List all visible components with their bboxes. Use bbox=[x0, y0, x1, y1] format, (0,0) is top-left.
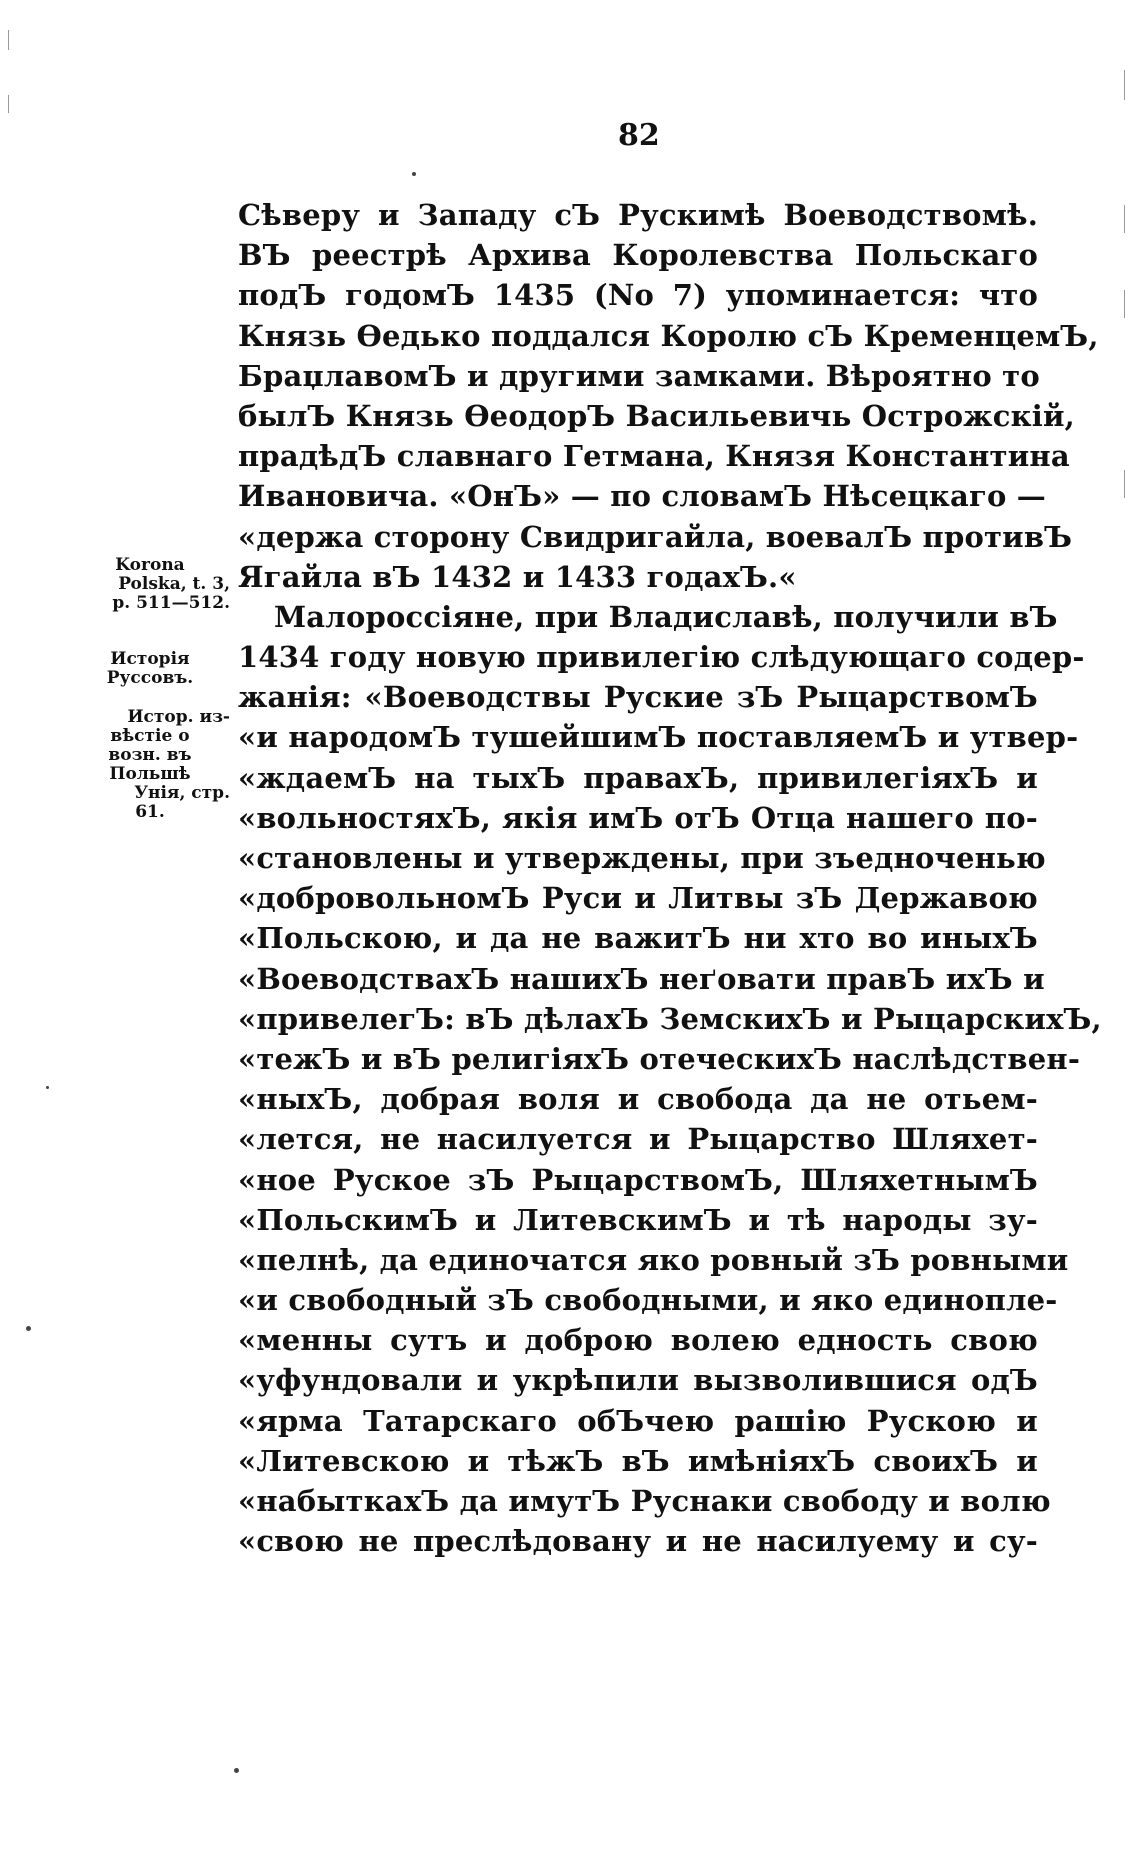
text-line: ВЪ реестрѣ Архива Королевства Польскаго bbox=[238, 238, 1038, 273]
margin-note-line: Polska, t. 3, bbox=[118, 574, 230, 594]
edge-mark bbox=[8, 95, 9, 113]
edge-mark bbox=[1124, 70, 1125, 100]
text-line: «пелнѣ, да единочатся яко ровный зЪ ровными bbox=[238, 1242, 1069, 1277]
margin-note-line: Руссовъ. bbox=[106, 668, 194, 688]
edge-mark bbox=[1124, 470, 1125, 498]
text-line: «набыткахЪ да имутЪ Руснаки свободу и волю bbox=[238, 1484, 1051, 1518]
text-line: «держа сторону Свидригайла, воевалЪ противЪ bbox=[238, 519, 1073, 554]
margin-note-line: Исторія bbox=[110, 649, 190, 669]
margin-note-line: p. 511—512. bbox=[112, 593, 230, 613]
text-line: «лется, не насилуется и Рыцарство Шляхет- bbox=[238, 1122, 1038, 1157]
edge-mark bbox=[1124, 205, 1125, 233]
text-line: «добровольномЪ Руси и Литвы зЪ Державою bbox=[238, 881, 1038, 916]
text-line: «ное Руское зЪ РыцарствомЪ, ШляхетнымЪ bbox=[238, 1162, 1038, 1197]
text-line: «менны сутъ и доброю волею едность свою bbox=[238, 1323, 1038, 1358]
text-line: БраџлавомЪ и другими замками. Вѣроятно то bbox=[238, 358, 1040, 393]
edge-mark bbox=[1124, 290, 1125, 318]
text-line: «и свободный зЪ свободными, и яко единопле- bbox=[238, 1283, 1058, 1318]
text-line: Ягайла вЪ 1432 и 1433 годахЪ.« bbox=[238, 559, 797, 594]
body-text bbox=[238, 195, 1102, 1561]
text-line: «вольностяхЪ, якія имЪ отЪ Отца нашего по- bbox=[238, 800, 1038, 835]
margin-note-line: вѣстіе о bbox=[110, 726, 190, 746]
margin-note-korona bbox=[70, 556, 230, 613]
text-line: «и народомЪ тушейшимЪ поставляемЪ и утвер- bbox=[238, 720, 1079, 755]
text-line: Сѣверу и Западу сЪ Рускимѣ Воеводствомѣ. bbox=[238, 198, 1038, 232]
text-line: Ивановича. «ОнЪ» — по словамЪ Нѣсецкаго — bbox=[238, 479, 1046, 514]
text-line: прадѣдЪ славнаго Гетмана, Князя Константина bbox=[238, 439, 1070, 474]
text-line: «привелегЪ: вЪ дѣлахЪ ЗемскихЪ и РыцарскихЪ, bbox=[238, 1001, 1102, 1036]
text-line: «уфундовали и укрѣпили вызволившися одЪ bbox=[238, 1363, 1038, 1398]
text-line: «ВоеводствахЪ нашихЪ неґовати правЪ ихЪ и bbox=[238, 961, 1045, 996]
text-line: «ярма Татарскаго обЪчею рашію Рускою и bbox=[238, 1403, 1038, 1438]
margin-note-line: возн. въ bbox=[108, 745, 192, 765]
text-line: «становлены и утверждены, при зъедноченью bbox=[238, 841, 1046, 875]
text-line: жанія: «Воеводствы Руские зЪ РыцарствомЪ bbox=[238, 680, 1038, 715]
text-line: «ныхЪ, добрая воля и свобода да не отьем- bbox=[238, 1082, 1038, 1117]
text-line: 1434 году новую привилегію слѣдующаго содер- bbox=[238, 640, 1085, 675]
page-number: 82 bbox=[618, 118, 660, 153]
text-line: «Литевскою и тѣжЪ вЪ имѣніяхЪ своихЪ и bbox=[238, 1443, 1038, 1478]
margin-note-line: Истор. из- bbox=[127, 707, 230, 727]
text-line: былЪ Князь ӨеодорЪ Васильевичь Острожскій, bbox=[238, 398, 1075, 433]
text-line: подЪ годомЪ 1435 (No 7) упоминается: что bbox=[238, 278, 1038, 313]
text-line: «ждаемЪ на тыхЪ правахЪ, привилегіяхЪ и bbox=[238, 760, 1038, 795]
text-line: «свою не преслѣдовану и не насилуему и су- bbox=[238, 1524, 1038, 1559]
margin-note-istoria bbox=[70, 650, 230, 688]
text-line: Князь Өедько поддался Королю сЪ КременцемЪ, bbox=[238, 318, 1099, 353]
ink-speck bbox=[412, 172, 416, 176]
margin-note-line: 61. bbox=[135, 802, 165, 822]
text-line: «тежЪ и вЪ религіяхЪ отеческихЪ наслѣдствен- bbox=[238, 1041, 1081, 1076]
margin-note-line: Korona bbox=[115, 555, 185, 575]
margin-note-istor-izvestie bbox=[70, 708, 230, 822]
ink-speck bbox=[234, 1768, 239, 1773]
ink-speck bbox=[46, 1086, 49, 1089]
text-line: Малороссіяне, при Владиславѣ, получили вЪ bbox=[274, 599, 1058, 634]
margin-note-line: Унія, стр. bbox=[134, 783, 230, 803]
text-line: «ПольскимЪ и ЛитевскимЪ и тѣ народы зу- bbox=[238, 1202, 1038, 1237]
edge-mark bbox=[8, 30, 9, 50]
text-line: «Польскою, и да не важитЪ ни хто во иныхЪ bbox=[238, 921, 1038, 956]
ink-speck bbox=[26, 1326, 31, 1331]
margin-note-line: Польшѣ bbox=[109, 764, 191, 784]
